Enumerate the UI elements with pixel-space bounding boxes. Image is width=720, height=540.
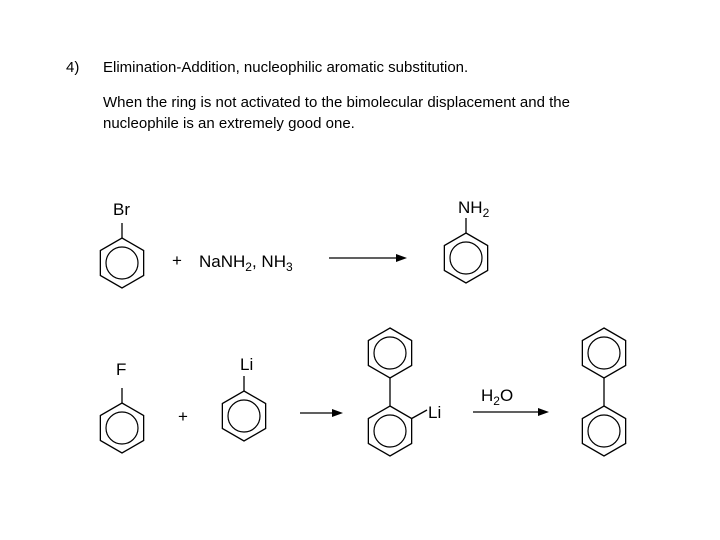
bond [412,410,427,419]
section-number: 4) [66,59,80,76]
benzene-ring [100,238,143,288]
benzene-ring [222,391,265,441]
bromo-label: Br [113,200,130,219]
section-title: Elimination-Addition, nucleophilic aromatic substitution. [103,59,469,76]
benzene-ring-bottom [582,406,625,456]
reagent-second-subscript: 3 [285,260,293,274]
benzene-ring-bottom [368,406,411,456]
plus-sign: + [178,407,188,426]
lithiated-biphenyl [368,328,441,456]
reaction-2 [100,328,625,456]
reaction-arrow-2 [300,409,343,417]
lithium-label: Li [428,403,442,422]
water-o: O [499,386,514,405]
phenyllithium [222,355,265,441]
plus-sign: + [172,251,182,270]
benzene-ring [444,233,487,283]
bromobenzene [100,200,143,288]
reagent-second: , NH [251,252,286,271]
amino-main: NH [458,198,483,217]
aniline [444,198,489,283]
amino-subscript: 2 [482,206,490,220]
water-h: H [481,386,494,405]
reaction-1 [100,198,489,288]
reaction-arrow-3 [473,408,549,416]
lithium-label: Li [240,355,254,374]
fluorobenzene [100,360,143,453]
water-subscript: 2 [493,394,500,408]
fluoro-label: F [116,360,127,379]
amino-label [458,198,490,220]
biphenyl [582,328,625,456]
reagent-label [199,252,293,274]
benzene-ring [100,403,143,453]
reagent-main-subscript: 2 [245,260,252,274]
water-label [481,386,513,408]
benzene-ring-top [368,328,411,378]
benzene-ring-top [582,328,625,378]
description-line-2: nucleophile is an extremely good one. [103,115,355,132]
reagent-main: NaNH [199,252,246,271]
description-line-1: When the ring is not activated to the bimolecular displacement and the [103,94,570,111]
reaction-arrow-1 [329,254,407,262]
